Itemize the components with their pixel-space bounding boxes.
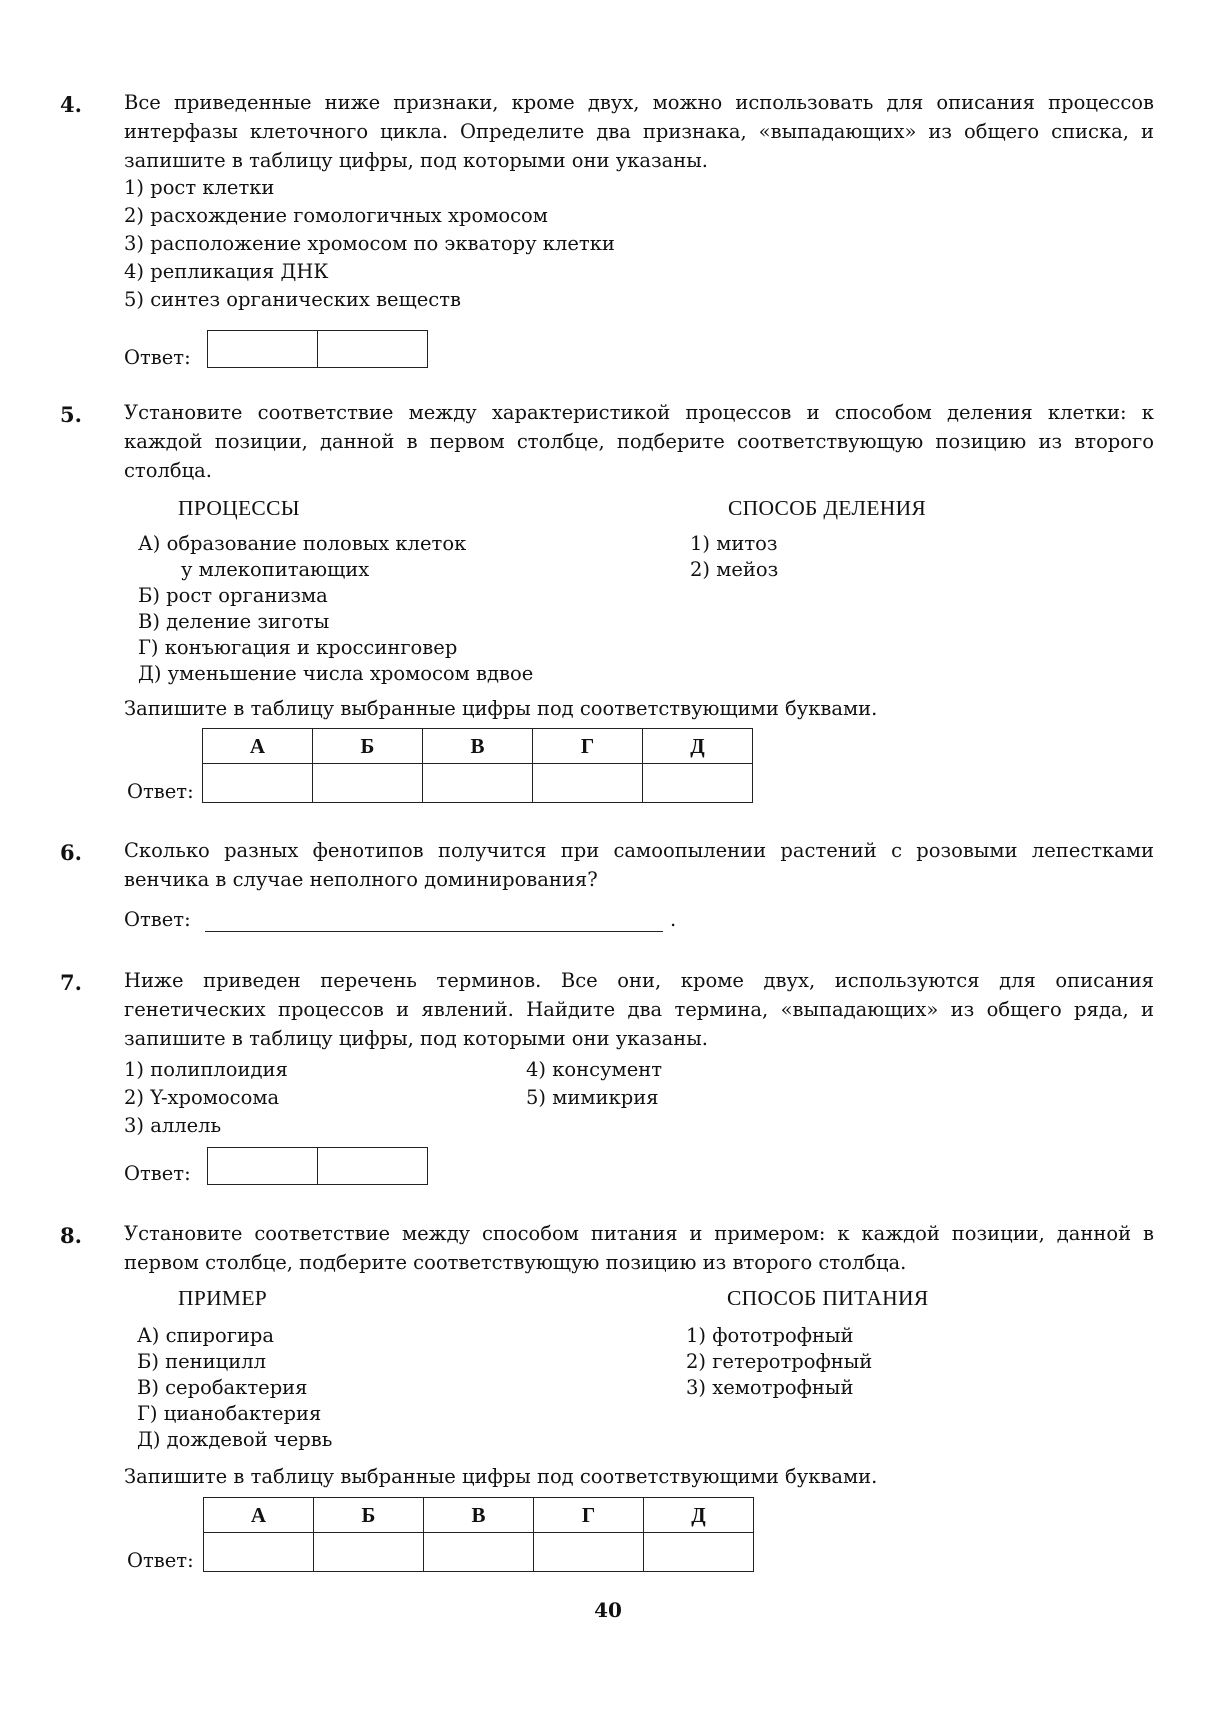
method-1: 1) митоз <box>690 532 778 555</box>
table-instruction: Запишите в таблицу выбранные цифры под соответствующими буквами. <box>124 1465 878 1488</box>
letter-a: А <box>203 729 313 764</box>
answer-label: Ответ: <box>124 1162 191 1185</box>
letter-d: Д <box>643 729 753 764</box>
process-b: Б) рост организма <box>138 584 328 607</box>
process-a-cont: у млекопитающих <box>181 558 370 581</box>
left-column-header: ПРОЦЕССЫ <box>178 496 300 520</box>
letter-b: Б <box>313 729 423 764</box>
answer-cell-2[interactable] <box>317 331 426 367</box>
letter-g: Г <box>534 1498 644 1533</box>
answer-cell-v[interactable] <box>424 1533 534 1572</box>
option-1: 1) полиплоидия <box>124 1058 288 1081</box>
answer-label: Ответ: <box>127 1549 194 1572</box>
option-3: 3) аллель <box>124 1114 222 1137</box>
answer-cell-d[interactable] <box>644 1533 754 1572</box>
answer-cell-a[interactable] <box>203 764 313 803</box>
letter-v: В <box>423 729 533 764</box>
task-text: Все приведенные ниже признаки, кроме двух, можно использовать для описания процессов интерфазы клеточного цикла. Определите два признака, «выпадающих» из общего списка, и запишите в таблицу цифры, под которыми они указаны. <box>124 91 1154 172</box>
answer-cell-b[interactable] <box>314 1533 424 1572</box>
answer-line[interactable] <box>205 930 663 932</box>
option-2: 2) расхождение гомологичных хромосом <box>124 204 548 227</box>
method-2: 2) гетеротрофный <box>686 1350 873 1373</box>
letter-b: Б <box>314 1498 424 1533</box>
example-b: Б) пеницилл <box>137 1350 266 1373</box>
method-2: 2) мейоз <box>690 558 779 581</box>
answer-cell-1[interactable] <box>208 331 317 367</box>
answer-cell-g[interactable] <box>533 764 643 803</box>
process-d: Д) уменьшение числа хромосом вдвое <box>138 662 534 685</box>
option-4: 4) репликация ДНК <box>124 260 329 283</box>
task-number: 5. <box>60 402 82 427</box>
task-number: 8. <box>60 1223 82 1248</box>
answer-cell-d[interactable] <box>643 764 753 803</box>
right-column-header: СПОСОБ ПИТАНИЯ <box>727 1286 929 1310</box>
table-instruction: Запишите в таблицу выбранные цифры под соответствующими буквами. <box>124 697 878 720</box>
left-column-header: ПРИМЕР <box>178 1286 268 1310</box>
option-2: 2) Y-хромосома <box>124 1086 280 1109</box>
answer-cell-v[interactable] <box>423 764 533 803</box>
answer-period: . <box>670 908 677 931</box>
answer-cell-a[interactable] <box>204 1533 314 1572</box>
answer-box[interactable] <box>207 1147 428 1185</box>
option-1: 1) рост клетки <box>124 176 275 199</box>
letter-v: В <box>424 1498 534 1533</box>
example-a: А) спирогира <box>137 1324 275 1347</box>
page-number: 40 <box>594 1598 622 1622</box>
task-number: 6. <box>60 840 82 865</box>
answer-cell-b[interactable] <box>313 764 423 803</box>
answer-label: Ответ: <box>124 346 191 369</box>
task-number: 4. <box>60 92 82 117</box>
letter-g: Г <box>533 729 643 764</box>
answer-box[interactable] <box>207 330 428 368</box>
right-column-header: СПОСОБ ДЕЛЕНИЯ <box>728 496 927 520</box>
answer-label: Ответ: <box>127 780 194 803</box>
task-text: Установите соответствие между характеристикой процессов и способом деления клетки: к каждой позиции, данной в первом столбце, подберите соответствующую позицию из второго столбца. <box>124 401 1154 482</box>
process-a: А) образование половых клеток <box>138 532 467 555</box>
answer-cell-2[interactable] <box>317 1148 426 1184</box>
example-d: Д) дождевой червь <box>137 1428 333 1451</box>
answer-table <box>203 1497 754 1572</box>
method-3: 3) хемотрофный <box>686 1376 854 1399</box>
process-v: В) деление зиготы <box>138 610 330 633</box>
example-v: В) серобактерия <box>137 1376 308 1399</box>
answer-label: Ответ: <box>124 908 191 931</box>
task-number: 7. <box>60 970 82 995</box>
method-1: 1) фототрофный <box>686 1324 854 1347</box>
option-5: 5) мимикрия <box>526 1086 659 1109</box>
task-text: Ниже приведен перечень терминов. Все они, кроме двух, используются для описания генетических процессов и явлений. Найдите два термина, «выпадающих» из общего ряда, и запишите в таблицу цифры, под которыми они указаны. <box>124 969 1154 1050</box>
option-3: 3) расположение хромосом по экватору клетки <box>124 232 615 255</box>
answer-table <box>202 728 753 803</box>
answer-cell-g[interactable] <box>534 1533 644 1572</box>
option-4: 4) консумент <box>526 1058 663 1081</box>
letter-a: А <box>204 1498 314 1533</box>
answer-cell-1[interactable] <box>208 1148 317 1184</box>
option-5: 5) синтез органических веществ <box>124 288 461 311</box>
task-text: Сколько разных фенотипов получится при самоопылении растений с розовыми лепестками венчика в случае неполного доминирования? <box>124 839 1154 891</box>
letter-d: Д <box>644 1498 754 1533</box>
example-g: Г) цианобактерия <box>137 1402 322 1425</box>
task-text: Установите соответствие между способом питания и примером: к каждой позиции, данной в первом столбце, подберите соответствующую позицию из второго столбца. <box>124 1222 1154 1274</box>
process-g: Г) конъюгация и кроссинговер <box>138 636 458 659</box>
